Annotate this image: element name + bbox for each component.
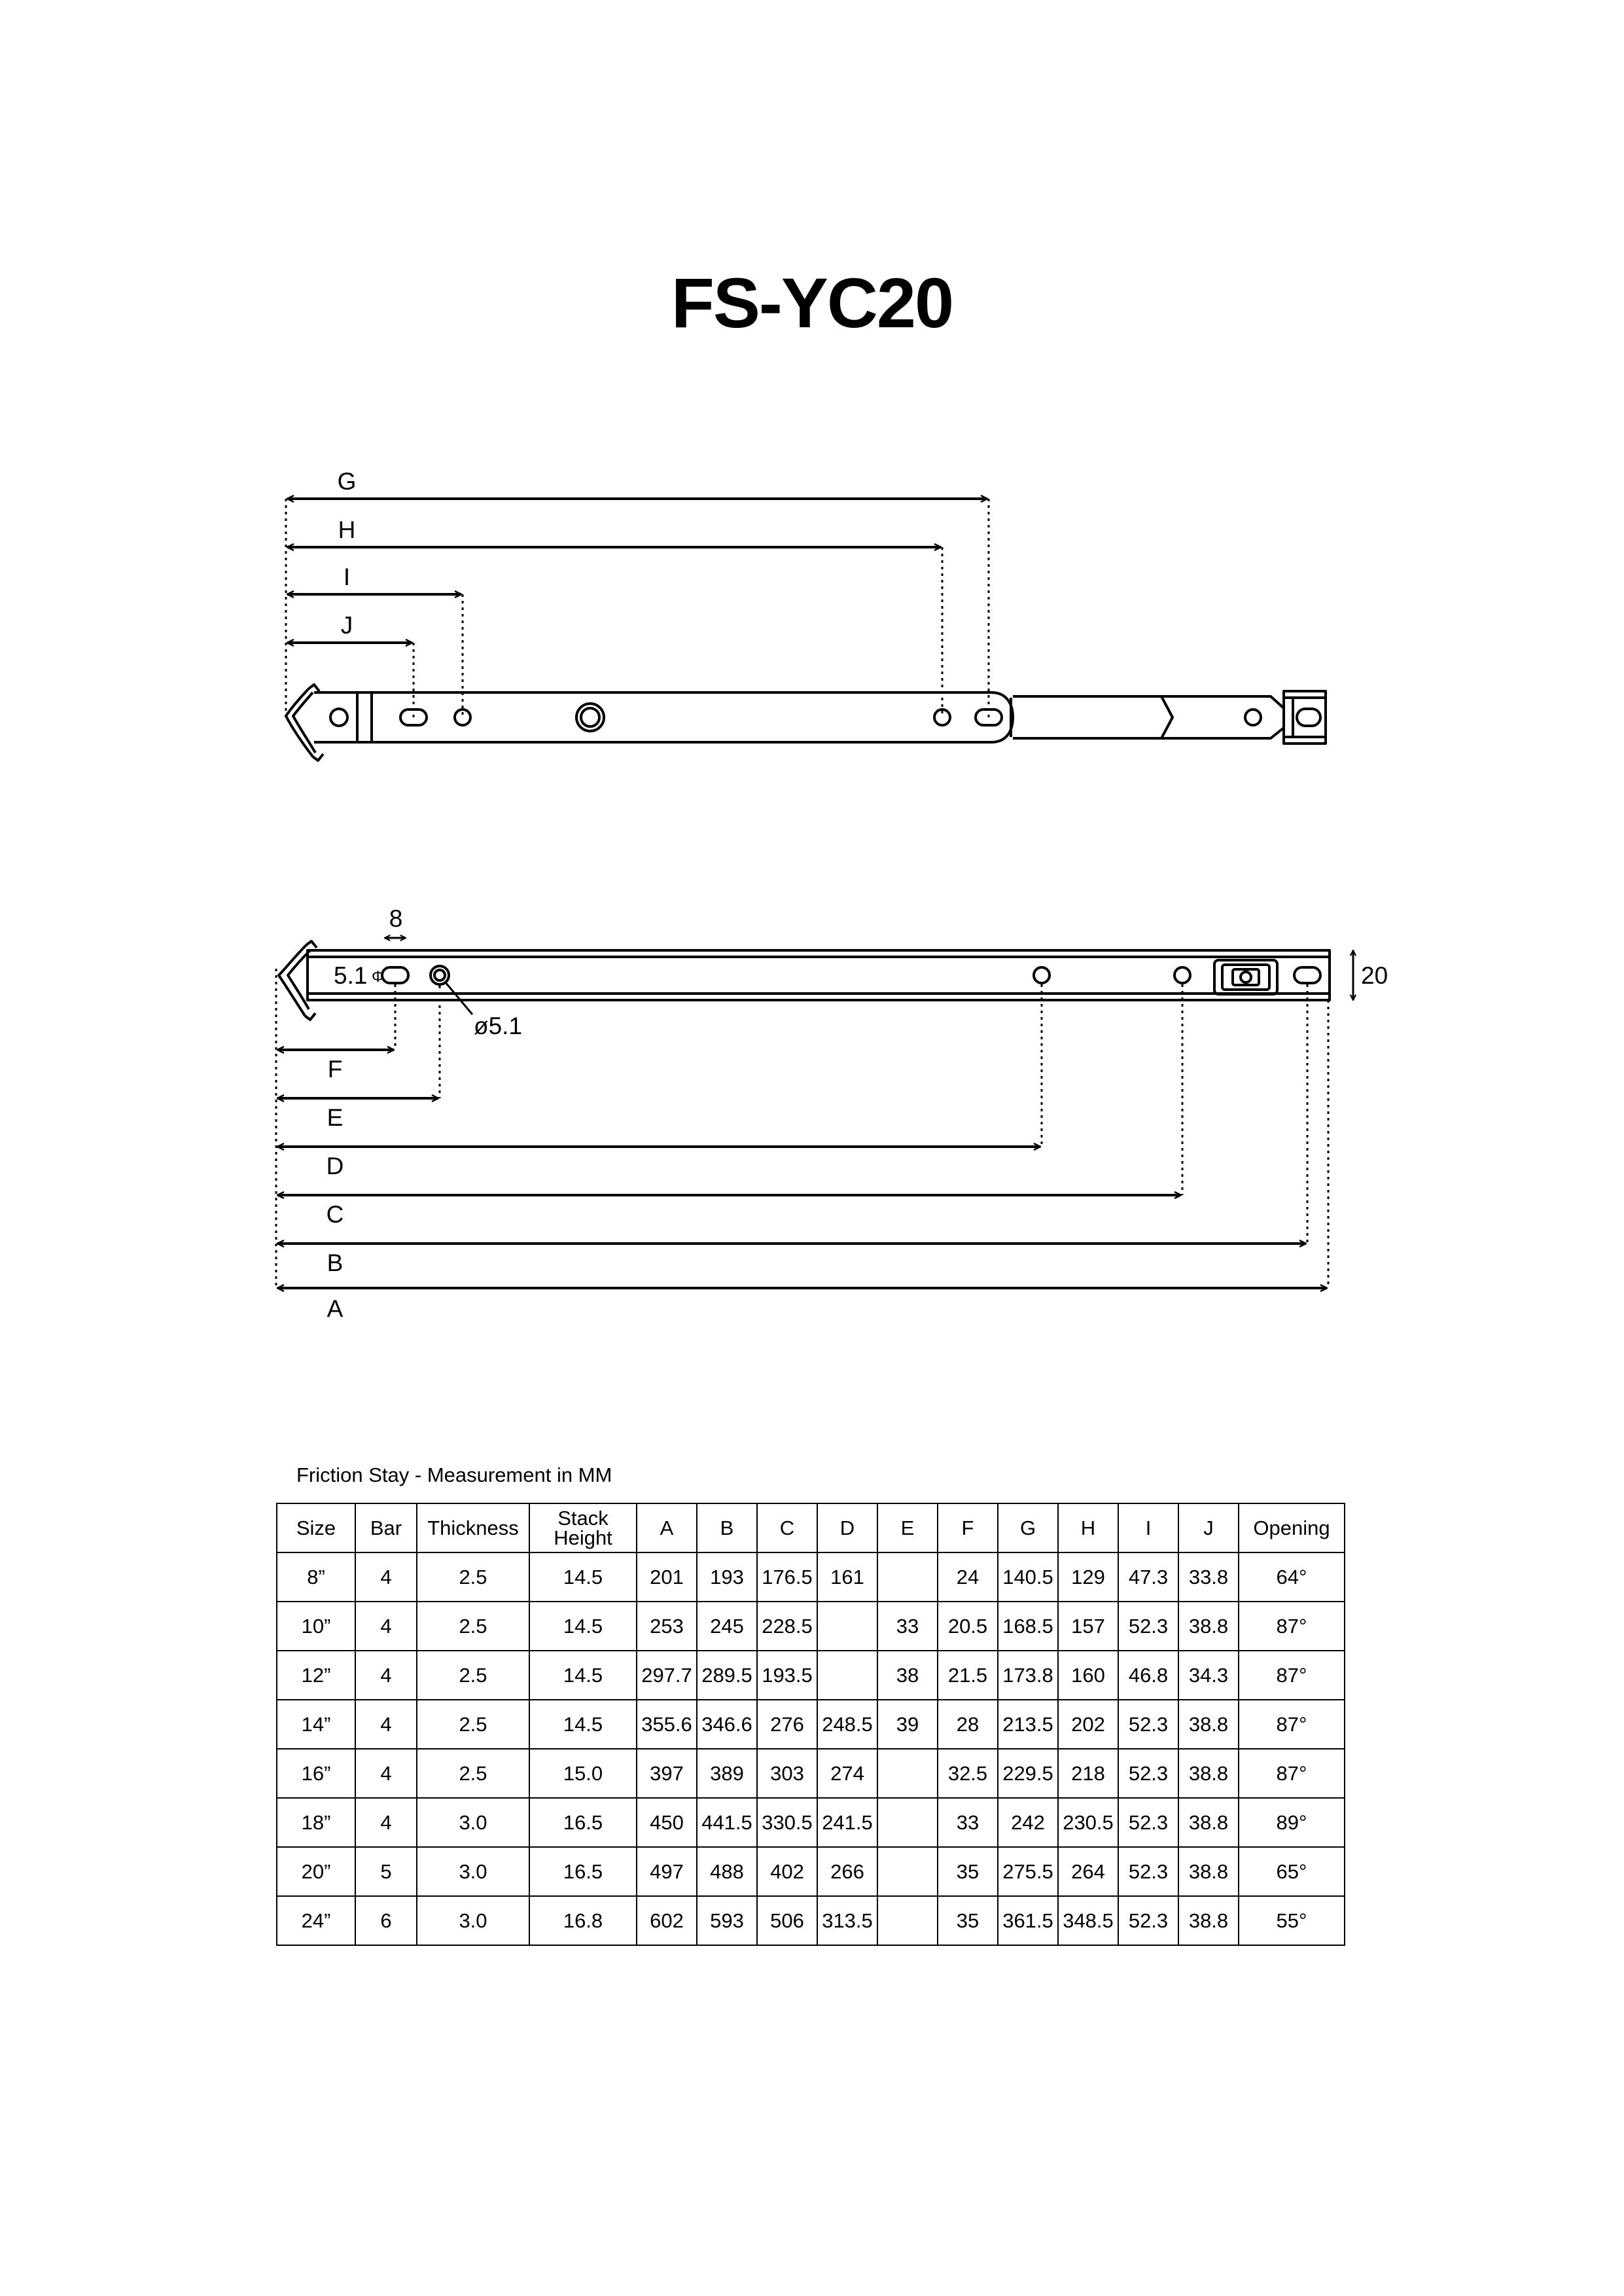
table-cell: 20.5: [938, 1602, 998, 1651]
table-cell: 157: [1058, 1602, 1118, 1651]
table-cell: 16.8: [529, 1896, 637, 1945]
table-cell: 8”: [277, 1552, 355, 1602]
hole: [1034, 967, 1050, 983]
table-cell: 34.3: [1178, 1651, 1239, 1700]
table-row: [277, 1798, 1345, 1847]
table-cell: 14.5: [529, 1700, 637, 1749]
table-cell: 348.5: [1058, 1896, 1118, 1945]
arm-body: [286, 685, 1326, 761]
table-cell: 274: [817, 1749, 877, 1798]
table-cell: 52.3: [1118, 1798, 1178, 1847]
table-cell: 3.0: [417, 1847, 529, 1896]
table-cell: 33.8: [1178, 1552, 1239, 1602]
track-holes: [382, 966, 1320, 984]
table-cell: 4: [355, 1651, 417, 1700]
table-row: [277, 1847, 1345, 1896]
table-cell: 89°: [1239, 1798, 1345, 1847]
table-cell: 248.5: [817, 1700, 877, 1749]
dim-bar-height: 20: [1361, 962, 1388, 989]
table-cell: 21.5: [938, 1651, 998, 1700]
table-row: [277, 1896, 1345, 1945]
hole: [1245, 709, 1261, 725]
table-row: [277, 1700, 1345, 1749]
table-cell: 4: [355, 1798, 417, 1847]
table-cell: 2.5: [417, 1700, 529, 1749]
hole: [1174, 967, 1190, 983]
col-header: Thickness: [417, 1503, 529, 1552]
table-cell: 193.5: [757, 1651, 817, 1700]
table-cell: 245: [697, 1602, 757, 1651]
table-cell: 87°: [1239, 1651, 1345, 1700]
table-cell: 228.5: [757, 1602, 817, 1651]
table-cell: 361.5: [998, 1896, 1058, 1945]
table-cell: 5: [355, 1847, 417, 1896]
dim-slot-width: 8: [389, 905, 403, 932]
table-row: [277, 1749, 1345, 1798]
col-header: J: [1178, 1503, 1239, 1552]
table-cell: 38.8: [1178, 1700, 1239, 1749]
label-e: E: [327, 1104, 344, 1131]
table-header-row: [277, 1503, 1345, 1552]
table-cell: 593: [697, 1896, 757, 1945]
col-header-line: Height: [554, 1526, 612, 1549]
table-cell: 87°: [1239, 1749, 1345, 1798]
table-cell: 38.8: [1178, 1602, 1239, 1651]
table-cell: 35: [938, 1896, 998, 1945]
table-row: [277, 1651, 1345, 1700]
page-title: FS-YC20: [671, 263, 953, 342]
table-cell: 266: [817, 1847, 877, 1896]
table-cell: 38.8: [1178, 1798, 1239, 1847]
table-cell: 313.5: [817, 1896, 877, 1945]
table-cell: 441.5: [697, 1798, 757, 1847]
table-row: [277, 1602, 1345, 1651]
table-cell: 52.3: [1118, 1602, 1178, 1651]
table-cell: [817, 1651, 877, 1700]
table-cell: 20”: [277, 1847, 355, 1896]
label-j: J: [340, 612, 353, 639]
table-cell: 140.5: [998, 1552, 1058, 1602]
arm-holes: [330, 704, 1261, 731]
spec-table: [276, 1503, 1345, 1946]
table-cell: 52.3: [1118, 1700, 1178, 1749]
table-cell: 242: [998, 1798, 1058, 1847]
table-cell: 39: [877, 1700, 938, 1749]
table-cell: 10”: [277, 1602, 355, 1651]
hole: [330, 709, 347, 726]
table-cell: 87°: [1239, 1700, 1345, 1749]
table-body: [277, 1552, 1345, 1945]
table-cell: 46.8: [1118, 1651, 1178, 1700]
table-cell: 176.5: [757, 1552, 817, 1602]
col-header: F: [938, 1503, 998, 1552]
table-cell: 129: [1058, 1552, 1118, 1602]
col-header: B: [697, 1503, 757, 1552]
label-h: H: [338, 516, 356, 543]
table-cell: 14.5: [529, 1651, 637, 1700]
col-header: G: [998, 1503, 1058, 1552]
hole: [455, 709, 470, 725]
table-cell: 47.3: [1118, 1552, 1178, 1602]
table-cell: 35: [938, 1847, 998, 1896]
table-cell: 14.5: [529, 1552, 637, 1602]
table-cell: 4: [355, 1749, 417, 1798]
col-header-line: Stack: [557, 1506, 609, 1530]
table-cell: 6: [355, 1896, 417, 1945]
table-cell: 161: [817, 1552, 877, 1602]
table-cell: 201: [637, 1552, 697, 1602]
bottom-extension-lines: [276, 969, 1328, 1288]
table-cell: 16.5: [529, 1847, 637, 1896]
dim-hole-diameter: ø5.1: [474, 1013, 523, 1039]
table-cell: 24”: [277, 1896, 355, 1945]
table-cell: 87°: [1239, 1602, 1345, 1651]
table-cell: 4: [355, 1700, 417, 1749]
col-header: H: [1058, 1503, 1118, 1552]
table-cell: 230.5: [1058, 1798, 1118, 1847]
table-cell: 218: [1058, 1749, 1118, 1798]
table-caption: Friction Stay - Measurement in MM: [296, 1463, 612, 1486]
col-header: C: [757, 1503, 817, 1552]
table-row: [277, 1552, 1345, 1602]
phi-icon: Φ: [372, 968, 385, 986]
slot: [1294, 967, 1320, 983]
table-cell: 2.5: [417, 1602, 529, 1651]
table-cell: 297.7: [637, 1651, 697, 1700]
table-cell: 289.5: [697, 1651, 757, 1700]
table-cell: 52.3: [1118, 1896, 1178, 1945]
table-cell: [877, 1896, 938, 1945]
table-cell: 55°: [1239, 1896, 1345, 1945]
bottom-track-view: [276, 905, 1388, 1322]
table-cell: [877, 1552, 938, 1602]
slot: [382, 967, 408, 983]
label-b: B: [327, 1249, 344, 1276]
table-cell: 18”: [277, 1798, 355, 1847]
table-cell: 16.5: [529, 1798, 637, 1847]
hole-inner: [434, 970, 445, 980]
top-arm-view: [286, 468, 1326, 761]
table-cell: 506: [757, 1896, 817, 1945]
table-cell: 2.5: [417, 1749, 529, 1798]
col-header: Opening: [1239, 1503, 1345, 1552]
table-cell: 24: [938, 1552, 998, 1602]
table-cell: 15.0: [529, 1749, 637, 1798]
table-cell: 346.6: [697, 1700, 757, 1749]
table-cell: 33: [877, 1602, 938, 1651]
table-cell: 52.3: [1118, 1847, 1178, 1896]
table-cell: 38.8: [1178, 1847, 1239, 1896]
col-header: Bar: [355, 1503, 417, 1552]
table-cell: 450: [637, 1798, 697, 1847]
table-cell: 173.8: [998, 1651, 1058, 1700]
col-header: Size: [277, 1503, 355, 1552]
label-f: F: [327, 1056, 343, 1083]
table-cell: 213.5: [998, 1700, 1058, 1749]
table-cell: [877, 1847, 938, 1896]
table-cell: 2.5: [417, 1552, 529, 1602]
top-extension-lines: [286, 499, 989, 717]
col-header: E: [877, 1503, 938, 1552]
table-cell: 64°: [1239, 1552, 1345, 1602]
table-cell: 168.5: [998, 1602, 1058, 1651]
table-cell: 497: [637, 1847, 697, 1896]
label-d: D: [326, 1153, 344, 1179]
table-cell: 264: [1058, 1847, 1118, 1896]
dim-slot-height: 5.1: [334, 962, 368, 989]
table-cell: 4: [355, 1552, 417, 1602]
table-cell: 355.6: [637, 1700, 697, 1749]
leader-hole: [445, 982, 472, 1014]
table-cell: 389: [697, 1749, 757, 1798]
table-cell: 229.5: [998, 1749, 1058, 1798]
col-header-stack-height: [529, 1503, 637, 1552]
table-cell: 2.5: [417, 1651, 529, 1700]
table-cell: 14.5: [529, 1602, 637, 1651]
table-cell: 241.5: [817, 1798, 877, 1847]
table-cell: [877, 1749, 938, 1798]
table-cell: 38: [877, 1651, 938, 1700]
table-cell: 202: [1058, 1700, 1118, 1749]
label-c: C: [326, 1201, 344, 1228]
table-cell: 488: [697, 1847, 757, 1896]
table-cell: 276: [757, 1700, 817, 1749]
label-a: A: [327, 1295, 344, 1322]
table-cell: 602: [637, 1896, 697, 1945]
table-cell: 397: [637, 1749, 697, 1798]
table-cell: 38.8: [1178, 1896, 1239, 1945]
table-cell: 28: [938, 1700, 998, 1749]
table-cell: 193: [697, 1552, 757, 1602]
table-cell: 4: [355, 1602, 417, 1651]
table-cell: 3.0: [417, 1798, 529, 1847]
table-cell: 3.0: [417, 1896, 529, 1945]
table-cell: 253: [637, 1602, 697, 1651]
table-cell: [877, 1798, 938, 1847]
table-cell: 12”: [277, 1651, 355, 1700]
table-cell: 52.3: [1118, 1749, 1178, 1798]
table-cell: 16”: [277, 1749, 355, 1798]
table-cell: 33: [938, 1798, 998, 1847]
table-cell: 275.5: [998, 1847, 1058, 1896]
label-g: G: [337, 468, 357, 495]
table-cell: 65°: [1239, 1847, 1345, 1896]
table-cell: 402: [757, 1847, 817, 1896]
table-cell: 32.5: [938, 1749, 998, 1798]
table-cell: [817, 1602, 877, 1651]
col-header: I: [1118, 1503, 1178, 1552]
label-i: I: [343, 564, 351, 590]
table-cell: 14”: [277, 1700, 355, 1749]
table-cell: 330.5: [757, 1798, 817, 1847]
rivet-inner: [581, 708, 599, 726]
table-cell: 160: [1058, 1651, 1118, 1700]
table-cell: 38.8: [1178, 1749, 1239, 1798]
col-header: D: [817, 1503, 877, 1552]
table-cell: 303: [757, 1749, 817, 1798]
col-header: A: [637, 1503, 697, 1552]
